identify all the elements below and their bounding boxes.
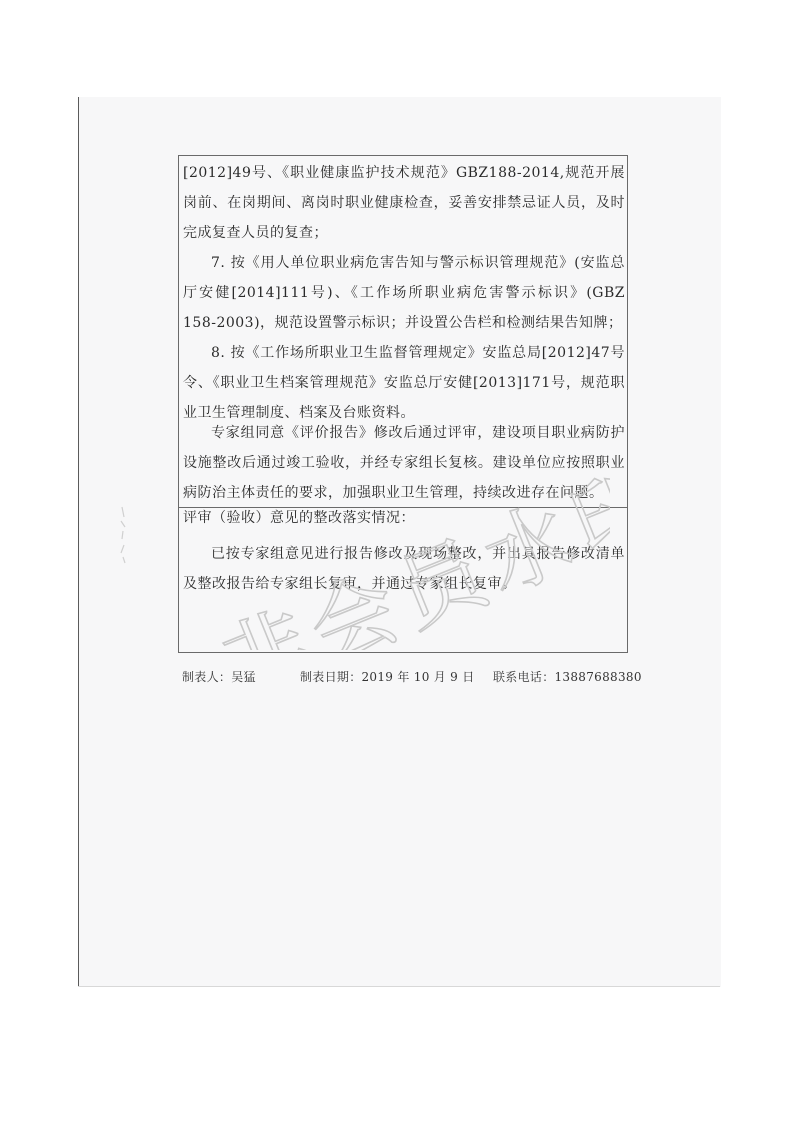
review-opinion-section [179, 156, 627, 508]
watermark-text: 非会员水印 [208, 449, 610, 650]
paragraph-rectification: 已按专家组意见进行报告修改及现场整改，并出具报告修改清单及整改报告给专家组长复审，并通过专家组长复审。 [183, 546, 625, 592]
preparer-label: 制表人：吴猛 [182, 670, 256, 684]
rectification-title: 评审（验收）意见的整改落实情况： [183, 510, 415, 526]
paragraph-warning-signs: 7. 按《用人单位职业病危害告知与警示标识管理规范》(安监总厅安健[2014]111号)、《工作场所职业病危害警示标识》(GBZ 158-2003)，规范设置警示标识；并设置公告栏和检测结果告知牌； [183, 255, 625, 331]
rectification-section [179, 507, 627, 652]
scan-artifact [118, 505, 132, 565]
page-bottom-edge [78, 986, 720, 987]
paragraph-expert-conclusion: 专家组同意《评价报告》修改后通过评审，建设项目职业病防护设施整改后通过竣工验收，并经专家组长复核。建设单位应按照职业病防治主体责任的要求，加强职业卫生管理，持续改进存在问题。 [183, 425, 625, 501]
form-footer [182, 668, 642, 688]
phone-label: 联系电话：13887688380 [493, 670, 642, 684]
date-label: 制表日期：2019 年 10 月 9 日 [300, 670, 475, 684]
paragraph-health-monitoring: [2012]49号、《职业健康监护技术规范》GBZ188-2014,规范开展岗前、在岗期间、离岗时职业健康检查，妥善安排禁忌证人员，及时完成复查人员的复查； [183, 165, 625, 241]
paragraph-archives: 8. 按《工作场所职业卫生监督管理规定》安监总局[2012]47号令、《职业卫生档案管理规范》安监总厅安健[2013]171号，规范职业卫生管理制度、档案及台账资料。 [183, 345, 625, 421]
review-form-table [178, 155, 628, 653]
